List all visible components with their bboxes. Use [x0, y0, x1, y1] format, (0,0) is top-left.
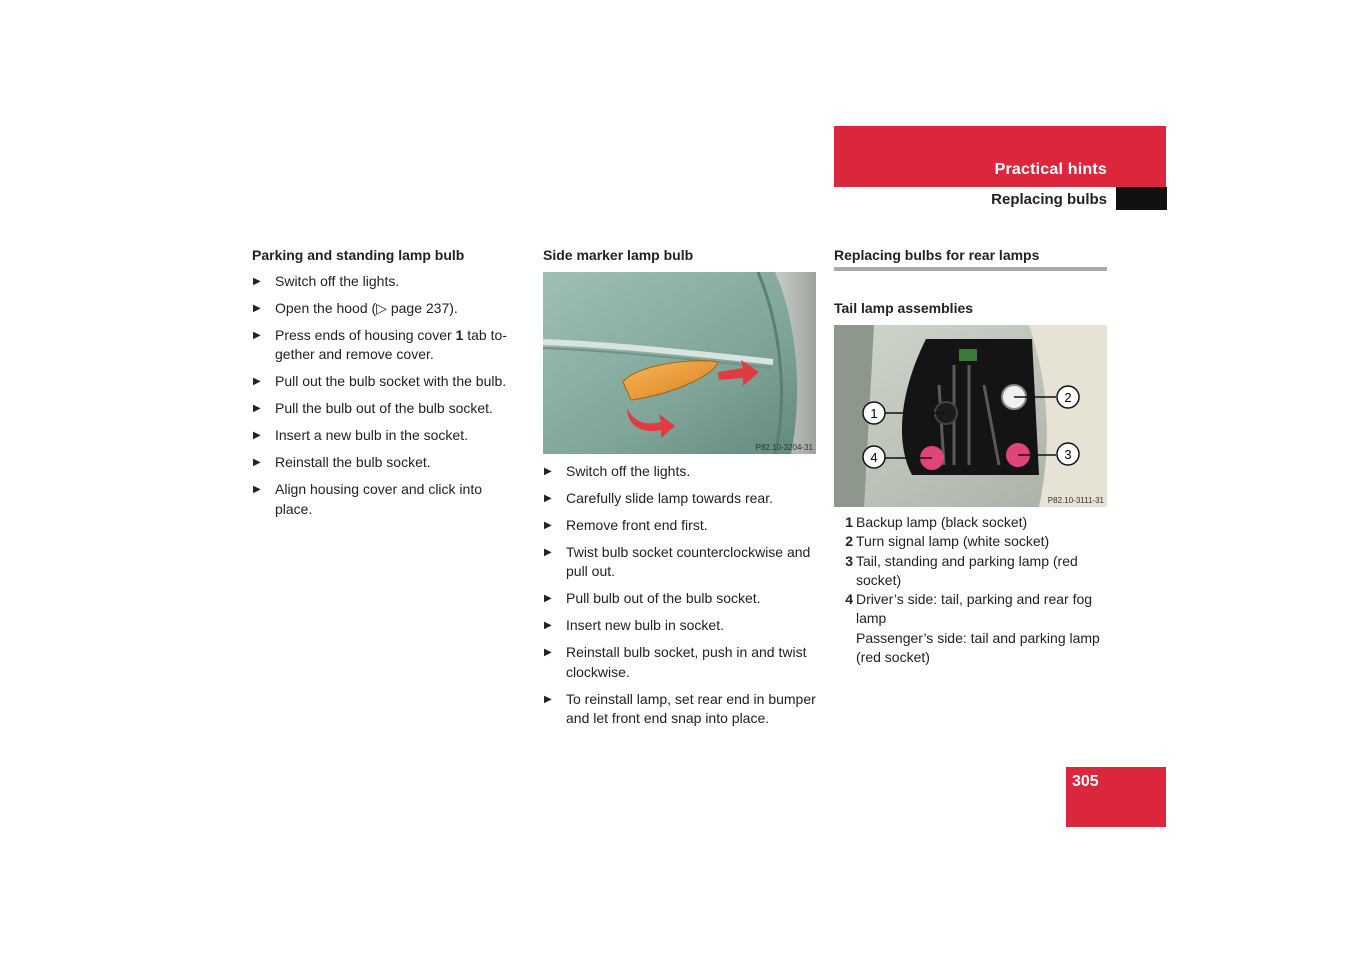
section-tab-marker [1116, 187, 1167, 210]
column-side-marker [543, 246, 816, 729]
bullet-arrow-icon: ▶ [544, 693, 552, 705]
page-number: 305 [1072, 773, 1099, 790]
bullet-arrow-icon: ▶ [253, 457, 261, 468]
bullet-arrow-icon: ▶ [544, 546, 552, 558]
legend-item [834, 532, 1107, 551]
tail-lamp-drawing [834, 325, 1107, 507]
callout-1: 1 [870, 406, 878, 421]
side-marker-drawing [543, 272, 816, 454]
figure-code: P82.10-3111-31 [1047, 496, 1104, 505]
legend-number: 2 [845, 533, 853, 550]
bullet-arrow-icon: ▶ [253, 302, 261, 314]
list-item: ▶ Insert new bulb in socket. [543, 616, 816, 636]
bullet-arrow-icon: ▶ [253, 376, 261, 387]
side-marker-heading: Side marker lamp bulb [543, 247, 694, 263]
callout-2: 2 [1064, 390, 1072, 405]
legend-text: Turn signal lamp (white socket) [856, 533, 1050, 550]
bullet-arrow-icon: ▶ [253, 430, 261, 441]
bullet-arrow-icon: ▶ [544, 620, 552, 631]
bullet-arrow-icon: ▶ [544, 593, 552, 604]
bullet-arrow-icon: ▶ [544, 492, 552, 504]
list-item: ▶ Open the hood (▷ page 237). [252, 299, 522, 319]
bullet-arrow-icon: ▶ [544, 465, 552, 477]
list-item: ▶ Press ends of housing cover 1 tab to-gether and remove cover. [253, 326, 507, 362]
legend-note: Passenger’s side: tail and parking lamp (red socket) [856, 629, 1100, 666]
rear-lamps-heading: Replacing bulbs for rear lamps [834, 246, 1107, 271]
bullet-arrow-icon: ▶ [253, 329, 261, 341]
bullet-arrow-icon: ▶ [253, 403, 261, 414]
bullet-arrow-icon: ▶ [253, 275, 261, 287]
list-item: ▶ Twist bulb socket counterclockwise and pull out. [544, 543, 811, 579]
side-marker-illustration [543, 272, 816, 454]
legend-item [834, 552, 1107, 591]
callout-3: 3 [1064, 447, 1072, 462]
side-marker-steps [543, 462, 816, 729]
legend-number: 4 [845, 591, 853, 608]
bullet-arrow-icon: ▶ [544, 519, 552, 531]
legend-item [834, 513, 1107, 532]
chapter-title: Practical hints [994, 161, 1107, 178]
bullet-arrow-icon: ▶ [253, 484, 261, 495]
tail-lamp-illustration [834, 325, 1107, 507]
tail-lamp-heading: Tail lamp assemblies [834, 300, 974, 316]
legend-number: 1 [845, 514, 853, 530]
column-rear-lamps [834, 246, 1107, 667]
parking-lamp-heading: Parking and standing lamp bulb [252, 247, 465, 263]
list-item: ▶ Switch off the lights. [252, 272, 522, 292]
legend-text: Driver’s side: tail, parking and rear fog lamp [856, 591, 1093, 627]
bullet-arrow-icon: ▶ [544, 647, 552, 658]
list-item: ▶ Align housing cover and click into place. [253, 481, 483, 517]
figure-code: P82.10-3204-31 [755, 443, 813, 452]
column-parking-lamp [252, 246, 522, 519]
legend-text: Tail, standing and parking lamp (red socket) [856, 552, 1078, 588]
section-title: Replacing bulbs [991, 191, 1107, 208]
page-number-box [1066, 767, 1166, 827]
legend-number: 3 [845, 552, 853, 569]
list-item: ▶ Pull out the bulb socket with the bulb. [252, 372, 522, 392]
callout-4: 4 [870, 450, 878, 465]
header-band [834, 126, 1166, 187]
callout-ref: 1 [455, 326, 464, 343]
list-item: ▶ Reinstall bulb socket, push in and twist clockwise. [544, 644, 807, 680]
parking-lamp-steps [252, 272, 522, 520]
list-item: ▶ Switch off the lights. [543, 462, 816, 482]
list-item: ▶ Pull the bulb out of the bulb socket. [252, 399, 522, 419]
list-item: ▶ Reinstall the bulb socket. [252, 453, 522, 473]
tail-lamp-legend [834, 513, 1107, 667]
legend-text: Backup lamp (black socket) [856, 514, 1028, 530]
list-item: ▶ Insert a new bulb in the socket. [252, 426, 522, 446]
list-item: ▶ Remove front end first. [543, 516, 816, 536]
legend-item [834, 590, 1107, 629]
list-item: ▶ Pull bulb out of the bulb socket. [543, 589, 816, 609]
list-item: ▶ Carefully slide lamp towards rear. [543, 489, 816, 509]
list-item: ▶ To reinstall lamp, set rear end in bumper and let front end snap into place. [544, 690, 816, 726]
